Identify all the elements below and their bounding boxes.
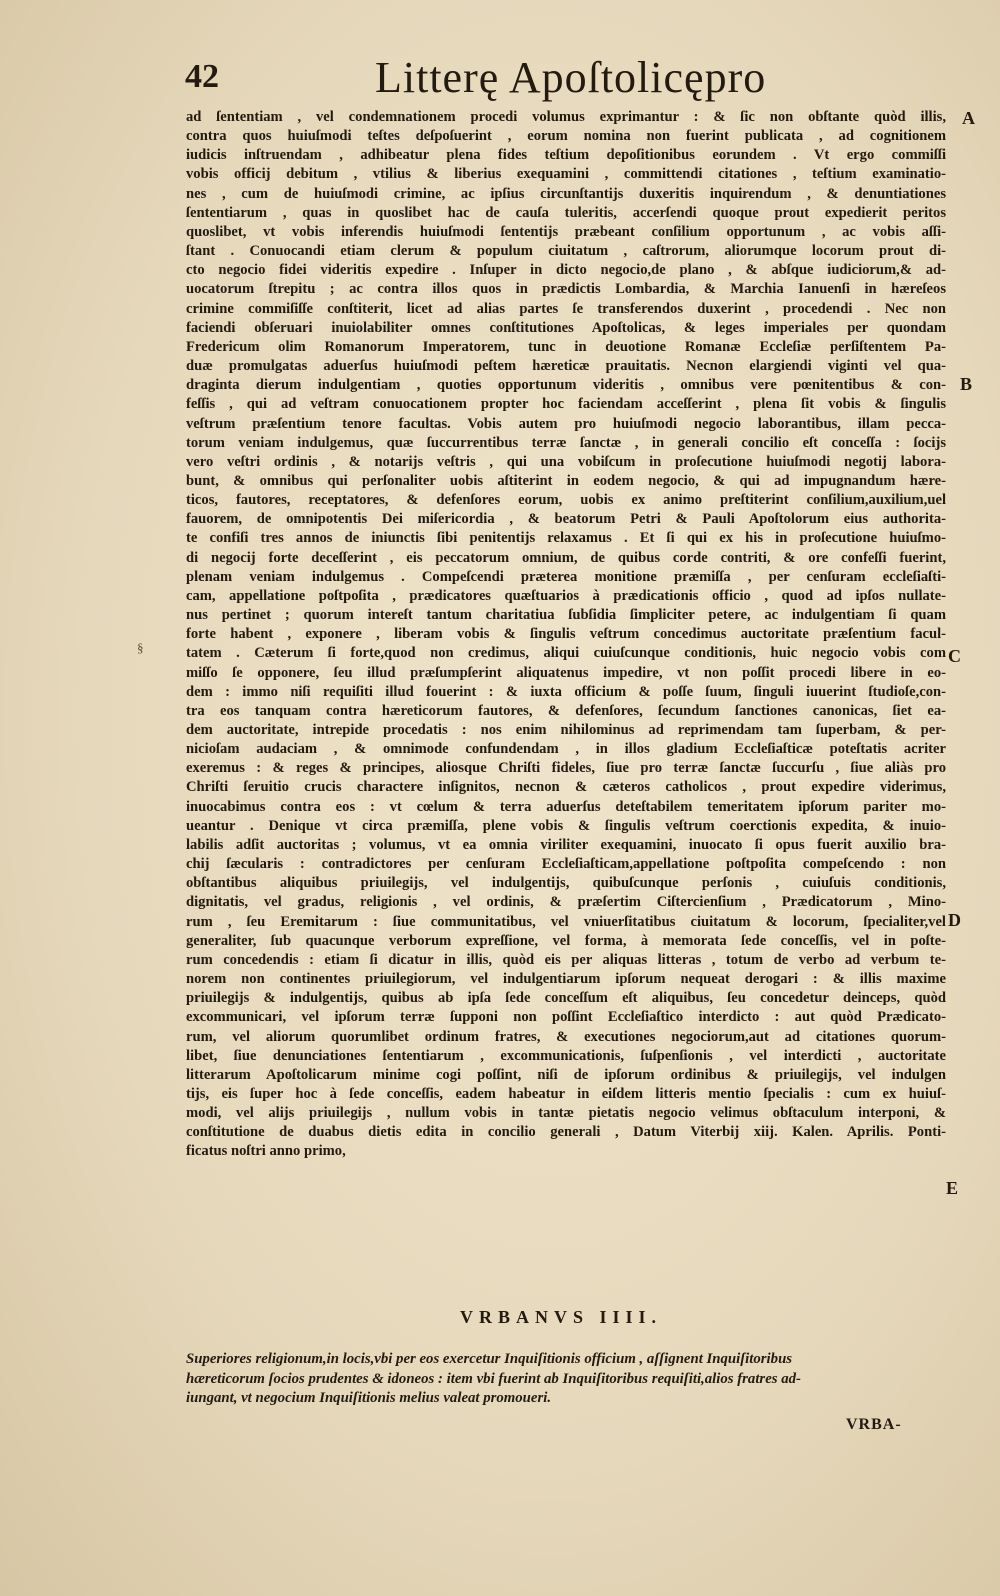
body-line: nicioſam audaciam , & omnimode confundendam , in illos gladium Eccleſiaſticæ poteſtatis acriter bbox=[186, 741, 946, 758]
body-line: vobis officij debitum , vtilius & liberius exequamini , committendi citationes , teſtium examinatio- bbox=[186, 166, 946, 183]
body-line: ſtant . Conuocandi etiam clerum & populum ciuitatum , caſtrorum, aliorumque locorum prout di- bbox=[186, 243, 946, 260]
body-line: ficatus noſtri anno primo, bbox=[186, 1143, 346, 1160]
body-line: libet, ſiue denunciationes ſententiarum , excommunicationis, ſuſpenſionis , vel interdicti , auctoritate bbox=[186, 1047, 946, 1064]
body-line: bunt, & omnibus qui perſonaliter uobis aſtiterint in eodem negocio, & qui ad impugnandum hære- bbox=[186, 472, 946, 489]
body-line: norem non continentes priuilegiorum, vel indulgentiarum ipſorum nequeat derogari : & illis maxime bbox=[186, 971, 946, 988]
body-line: dignitatis, vel gradus, religionis , vel ordinis, & præſertim Ciſtercienſium , Prædicatorum , Mino- bbox=[186, 894, 946, 911]
body-line: tatem . Cæterum ſi forte,quod non credimus, aliqui cuiuſcunque conditionis, huic negocio vobis com bbox=[186, 645, 946, 662]
body-line: veſtrum præſentium tenore facultas. Vobis autem pro huiuſmodi negocio laborantibus, illam pecca- bbox=[186, 415, 946, 432]
body-line: dem auctoritate, intrepide procedatis : nos enim nihilominus ad reprimendam tam ſuperbam, & per- bbox=[186, 722, 946, 738]
body-line: faciendi obſeruari inuiolabiliter omnes conſtitutiones Apoſtolicas, & leges imperiales per quondam bbox=[186, 319, 946, 336]
body-line: Chriſti ſeruitio crucis charactere inſignitos, necnon & cæteros catholicos , prout expedire viderimus, bbox=[186, 779, 946, 796]
body-line: cto negocio fidei videritis expedire . Inſuper in dicto negocio,de plano , & abſque iudiciorum,& ad- bbox=[186, 262, 946, 279]
margin-letter-e: E bbox=[946, 1178, 959, 1198]
body-line: litterarum Apoſtolicarum minime cogi poſſint, niſi de ipſorum ordinibus & priuilegijs, vel indulgen bbox=[186, 1066, 946, 1083]
body-line: nes , cum de huiuſmodi crimine, ac ipſius circunſtantijs duxeritis inquirendum , & denuntiationes bbox=[186, 185, 946, 202]
body-line: quoslibet, vt vobis inferendis huiuſmodi ſententijs præbeant conſilium opportunum , ac vobis aſſi- bbox=[186, 223, 946, 240]
summary-line: iungant, vt negocium Inquiſitionis melius valeat promoueri. bbox=[186, 1390, 552, 1406]
page-number: 42 bbox=[185, 58, 219, 95]
section-heading: VRBANVS IIII. bbox=[460, 1307, 663, 1327]
body-line: plenam veniam indulgemus . Compeſcendi præterea monitione præmiſſa , per cenſuram eccleſiaſti- bbox=[186, 568, 946, 585]
body-line: te confiſi tres annos de iniunctis ſibi penitentijs relaxamus . Et ſi qui ex his in proſecutione huiuſmo- bbox=[186, 530, 946, 547]
body-line: rum concedendis : etiam ſi dicatur in illis, quòd eis per aliquas litteras , totum de verbo ad verbum te- bbox=[186, 951, 946, 968]
body-line: contra quos huiuſmodi teſtes deſpoſuerint , eorum nomina non fuerint publicata , ad cognitionem bbox=[186, 128, 946, 145]
body-line: ueantur . Denique vt circa præmiſſa, plene vobis & ſingulis veſtrum coerctionis expedita, & inuio- bbox=[186, 817, 946, 834]
body-line: torum veniam indulgemus, quæ ſuccurrentibus terræ ſanctæ , in generali concilio eſt conceſſa : ſocijs bbox=[186, 434, 946, 451]
body-line: labilis adſit auctoritas ; volumus, vt ea omnia viriliter exequamini, inuocato ſi opus fuerit auxilio bra- bbox=[186, 836, 946, 853]
body-line: iudicis inſtruendam , adhibeatur plena fides teſtium depoſitionibus eorundem . Vt ergo commiſſi bbox=[186, 147, 946, 164]
body-line: chij ſæcularis : contradictores per cenſuram Eccleſiaſticam,appellatione poſtpoſita compeſcendo : non bbox=[186, 856, 946, 873]
summary-line: hæreticorum ſocios prudentes & idoneos : item vbi fuerint ab Inquiſitoribus requiſiti,alios fratres ad- bbox=[186, 1370, 801, 1387]
catchword: VRBA- bbox=[846, 1416, 902, 1433]
body-line: inuocabimus contra eos : vt cœlum & terra aduerſus deteſtabilem temeritatem ipſorum pariter mo- bbox=[186, 798, 946, 815]
body-line: nus pertinet ; quorum intereſt tantum charitatiua ſubſidia ſimpliciter petere, ac indulgentiam ſi quam bbox=[186, 607, 946, 624]
body-line: modi, vel alijs priuilegijs , nullum vobis in tantæ pietatis negocio velimus obſtaculum interponi, & bbox=[186, 1105, 946, 1122]
body-line: feſſis , qui ad veſtram conuocationem propter hoc faciendam acceſſerint , plena ſit vobis & ſingulis bbox=[186, 396, 946, 413]
body-line: ſententiarum , quas in quoslibet hac de cauſa tuleritis, accerſendi quoque prout expedierit peritos bbox=[186, 204, 946, 221]
body-line: rum, vel aliorum quorumlibet ordinum fratres, & executiones negociorum,aut ad citationes quorum- bbox=[186, 1028, 946, 1045]
body-line: miſſo ſe opponere, ſeu illud præſumpſerint aliquatenus impedire, vt non poſſit procedi libere in eo- bbox=[186, 664, 946, 681]
margin-letter-d: D bbox=[948, 910, 961, 930]
summary-line: Superiores religionum,in locis,vbi per eos exercetur Inquiſitionis officium , aſſignent Inquiſitoribus bbox=[186, 1351, 793, 1367]
body-line: draginta dierum indulgentiam , quoties opportunum videritis , omnibus vere pœnitentibus & con- bbox=[186, 377, 946, 394]
body-line: forte habent , exponere , liberam vobis & ſingulis veſtrum concedimus auctoritate præſentium facul- bbox=[186, 626, 946, 643]
body-line: excommunicari, vel ipſorum terræ ſupponi non poſſint Eccleſiaſtico interdicto : aut quòd Prædicato- bbox=[186, 1009, 946, 1026]
body-line: crimine commiſiſſe conſtiterit, licet ad alias partes ſe transferendos duxerint , procedendi . Nec non bbox=[186, 300, 946, 317]
margin-letter-b: B bbox=[960, 374, 973, 394]
body-line: generaliter, ſub quacunque verborum expreſſione, vel forma, à memorata ſede conceſſis, vel in poſte- bbox=[186, 932, 946, 949]
body-line: exeremus : & reges & principes, aliosque Chriſti fideles, ſiue pro terræ ſanctæ ſuccurſu , ſiue aliàs pro bbox=[186, 760, 946, 777]
body-line: Fredericum olim Romanorum Imperatorem, tunc in deuotione Romanæ Eccleſiæ perſiſtentem Pa- bbox=[186, 338, 946, 355]
body-line: ad ſententiam , vel condemnationem procedi volumus exprimantur : & ſic non obſtante quòd illis, bbox=[186, 109, 946, 125]
margin-mark: § bbox=[137, 640, 144, 655]
body-line: priuilegijs & indulgentijs, quibus ab ipſa ſede conceſſum eſt aliquibus, ſeu concedetur deinceps, quòd bbox=[186, 990, 946, 1007]
body-line: cam, appellatione poſtpoſita , prædicatores quæſtuarios à prædicationis officio , quod ad ipſos nullate- bbox=[186, 587, 946, 604]
body-line: dem : immo niſi requiſiti illud fouerint : & iuxta officium & poſſe ſuum, ſinguli iuuerint ſtudioſe,con- bbox=[186, 683, 946, 700]
body-line: tra eos tanquam contra hæreticorum fautores, & defenſores, ſecundum ſanctiones canonicas, ſiet ea- bbox=[186, 702, 946, 719]
section-summary bbox=[186, 1350, 946, 1409]
body-line: duæ promulgatas aduerſus huiuſmodi peſtem hæreticæ prauitatis. Necnon elargiendi viginti vel qua- bbox=[186, 358, 946, 375]
body-line: conſtitutione de duabus dietis edita in concilio generali , Datum Viterbij xiij. Kalen. Aprilis. Ponti- bbox=[186, 1124, 946, 1141]
letter-body bbox=[186, 108, 946, 1162]
body-line: di negocij forte deceſſerint , eis peccatorum omnium, de quibus corde contriti, & ore confeſſi fuerint, bbox=[186, 549, 946, 566]
body-line: vero veſtri ordinis , & notarijs veſtris , qui una vobiſcum in proſecutione huiuſmodi negotij labora- bbox=[186, 453, 946, 470]
body-line: fauorem, de omnipotentis Dei miſericordia , & beatorum Petri & Pauli Apoſtolorum eius authorita- bbox=[186, 511, 946, 528]
margin-letter-c: C bbox=[948, 646, 961, 666]
running-title: Litterę Apoſtolicępro bbox=[375, 53, 767, 102]
margin-letter-a: A bbox=[962, 108, 975, 128]
body-line: obſtantibus aliquibus priuilegijs, vel indulgentijs, quibuſcunque perſonis , cuiuſuis conditionis, bbox=[186, 875, 946, 892]
body-line: ticos, fautores, receptatores, & defenſores eorum, uobis ex animo preſtiterint conſilium,auxilium,uel bbox=[186, 492, 946, 509]
body-line: tijs, eis ſuper hoc à ſede conceſſis, eadem habeatur in eiſdem litteris mentio ſpecialis : cum ex huiuſ- bbox=[186, 1085, 946, 1102]
body-line: rum , ſeu Eremitarum : ſiue communitatibus, vel vniuerſitatibus ciuitatum & locorum, ſpecialiter,vel bbox=[186, 913, 946, 930]
body-line: uocatorum ſtrepitu ; ac contra illos quos in prædictis Lombardia, & Marchia Ianuenſi in hæreſeos bbox=[186, 281, 946, 298]
